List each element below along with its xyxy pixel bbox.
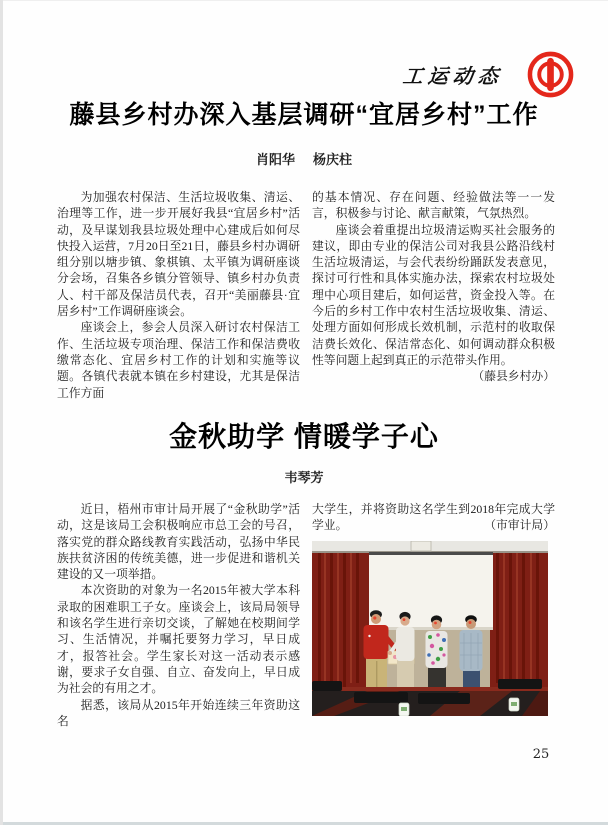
article1-title: 藤县乡村办深入基层调研“宜居乡村”工作 [69,101,539,129]
article1-paragraph-text: 座谈会着重提出垃圾清运购买社会服务的建议，即由专业的保洁公司对我县公路沿线村生活垃圾清运，与会代表纷纷踊跃发表意见，探讨可行性和具体实施办法，探索农村垃圾处理中心项目建后，如何运营，资金投入等。在今后的乡村工作中农村生活垃圾收集、清运、处理方面如何形成长效机制，示范村的收取保洁费长效化、保洁常态化、如何调动群众积极性等问题上起到真正的示范带头作用。 [312,222,555,367]
article1-authors [0,149,608,168]
article1-column-left [57,189,300,400]
article1-column-right [312,189,555,387]
article2-paragraph-text: 大学生，并将资助这名学生到2018年完成大学学业。 [312,502,555,533]
article1-paragraph: 为加强农村保洁、生活垃圾收集、清运、治理等工作，进一步开展好我县“宜居乡村”活动，及早谋划我县垃圾处理中心建成后如何尽快投入运营，7月20日至21日，藤县乡村办调研组分别以塘步镇、象棋镇、太平镇为调研座谈分会场，召集各乡镇分管领导、镇乡村办负责人、村干部及保洁员代表，召开“美丽藤县·宜居乡村”工作调研座谈会。 [57,190,300,319]
article1-paragraph: 座谈会上，参会人员深入研讨农村保洁工作、生活垃圾专项治理、保洁工作和保洁费收缴常态化、宜居乡村工作的计划和实施等议题。各镇代表就本镇在乡村建设，尤其是保洁工作方面 [57,320,300,400]
photo-projector-box [411,541,431,551]
article2-column-right [312,501,555,729]
article2-body [57,501,555,729]
page-number: 25 [532,747,550,762]
union-emblem-icon [527,51,574,98]
article2-attribution: （市审计局） [484,518,555,533]
award-ceremony-photo [312,541,548,716]
article2-title: 金秋助学 情暖学子心 [169,421,439,452]
article2-author [0,467,608,486]
article2-paragraph [312,501,555,534]
article1-paragraph [312,222,555,384]
article2-column-left [57,501,300,729]
masthead-title: 工运动态 [401,63,505,88]
article2-paragraph: 本次资助的对象为一名2015年被大学本科录取的困难职工子女。座谈会上，该局局领导和该名学生进行亲切交谈，了解她在校期间学习、生活情况，并嘱托要努力学习，早日成才，报答社会。学生家长对这一活动表示感谢，要求子女自强、自立、奋发向上，早日成为社会的有用之才。 [57,583,300,696]
article2-paragraph: 近日，梧州市审计局开展了“金秋助学”活动，这是该局工会积极响应市总工会的号召，落实党的群众路线教育实践活动，弘扬中华民族扶贫济困的传统美德，进一步促进和谐机关建设的又一项举措。 [57,502,300,582]
article2-author-name: 韦琴芳 [284,470,324,485]
article1-author-2: 杨庆柱 [313,152,353,167]
page-header [403,49,574,99]
article1-author-1: 肖阳华 [255,152,295,167]
article1-paragraph: 的基本情况、存在问题、经验做法等一一发言，积极参与讨论、献言献策，气氛热烈。 [312,190,555,221]
article1-attribution: （藤县乡村办） [472,369,555,384]
article1-body [57,189,555,400]
article2-paragraph: 据悉，该局从2015年开始连续三年资助这名 [57,697,300,728]
